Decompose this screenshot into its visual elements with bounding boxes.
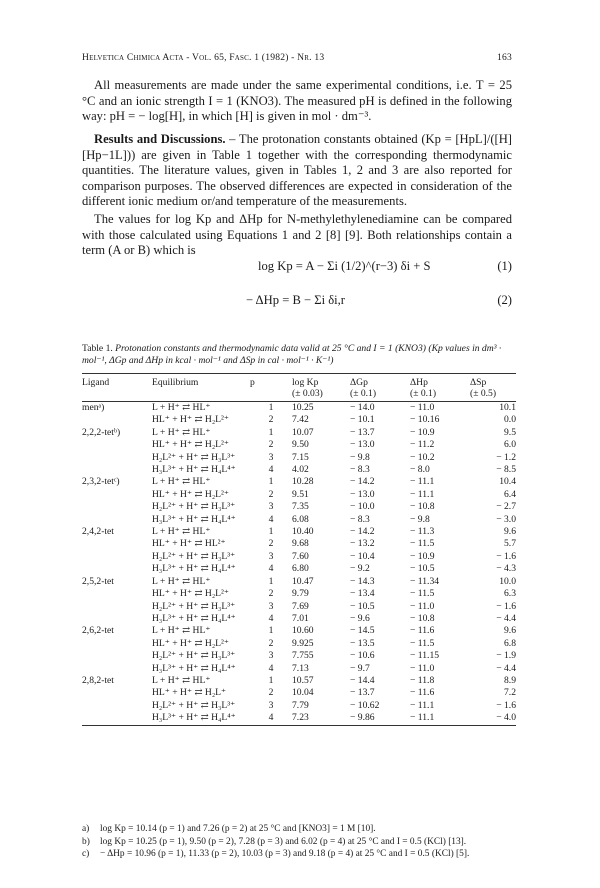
footnote-c (82, 848, 522, 861)
cell-dh: − 10.2 (410, 451, 435, 463)
cell-equilibrium: HL⁺ + H⁺ ⇄ H₂L²⁺ (152, 439, 229, 451)
cell-equilibrium: HL⁺ + H⁺ ⇄ HL²⁺ (152, 538, 226, 550)
cell-logk: 7.23 (292, 712, 309, 724)
table-label: Table 1. (82, 343, 113, 354)
cell-dh: − 11.5 (410, 637, 435, 649)
table-row (82, 501, 516, 513)
table-row (82, 625, 516, 637)
cell-p: 3 (268, 501, 274, 513)
results-paragraph (82, 132, 512, 210)
cell-dh: − 11.6 (410, 687, 435, 699)
cell-equilibrium: L + H⁺ ⇄ HL⁺ (152, 674, 211, 686)
cell-ligand (82, 712, 152, 725)
table-row (82, 464, 516, 476)
footnote-text: − ΔHp = 10.96 (p = 1), 11.33 (p = 2), 10.03 (p = 3) and 9.18 (p = 4) at 25 °C and I = 0.5 (KCl) [5]. (100, 849, 470, 860)
cell-dg: − 10.0 (350, 501, 375, 513)
cell-ligand (82, 663, 152, 675)
cell-ligand: 2,8,2-tet (82, 674, 114, 686)
cell-equilibrium: H₂L²⁺ + H⁺ ⇄ H₃L³⁺ (152, 699, 236, 711)
cell-dg: − 13.5 (350, 637, 375, 649)
table-row (82, 414, 516, 426)
cell-logk: 10.04 (292, 687, 314, 699)
table-row (82, 551, 516, 563)
cell-ligand (82, 700, 152, 712)
cell-dg: − 10.4 (350, 550, 375, 562)
cell-p: 1 (268, 476, 274, 488)
cell-ligand (82, 650, 152, 662)
footnote-mark: a) (82, 824, 90, 834)
cell-equilibrium: H₃L³⁺ + H⁺ ⇄ H₄L⁴⁺ (152, 712, 236, 724)
table-row (82, 588, 516, 600)
cell-logk: 9.68 (292, 538, 309, 550)
cell-dh: − 10.8 (410, 612, 435, 624)
cell-ds: 10.0 (499, 575, 516, 587)
cell-dg: − 10.1 (350, 414, 375, 426)
cell-ligand (82, 439, 152, 451)
cell-logk: 10.47 (292, 575, 314, 587)
cell-dh: − 10.9 (410, 426, 435, 438)
results-text: – The protonation constants obtained (Kp = [HpL]/([H][Hp−1L])) are given in Table 1 together with the corresponding thermodynamic quantities. The literature values, given in Tables 1, 2 and 3 are also reported for comparison purposes. The observed differences are expected in consideration of the different ionic medium or/and temperature of the measurements. (82, 132, 512, 209)
cell-logk: 10.60 (292, 625, 314, 637)
cell-ds: 5.7 (504, 538, 516, 550)
cell-p: 1 (268, 426, 274, 438)
col-logk (292, 374, 350, 402)
cell-p: 3 (268, 550, 274, 562)
cell-ligand: 2,2,2-tetᵇ) (82, 426, 121, 438)
cell-dh: − 11.34 (410, 575, 440, 587)
results-paragraph-block (82, 132, 512, 210)
cell-ligand (82, 514, 152, 526)
cell-dg: − 9.7 (350, 662, 370, 674)
cell-logk: 9.50 (292, 439, 309, 451)
cell-logk: 6.08 (292, 513, 309, 525)
table-row (82, 402, 516, 415)
cell-ds: − 1.6 (496, 600, 516, 612)
cell-p: 1 (268, 402, 274, 413)
protonation-table (82, 373, 516, 726)
cell-p: 4 (268, 563, 274, 575)
table-header-row (82, 374, 516, 402)
cell-p: 4 (268, 612, 274, 624)
cell-dg: − 9.6 (350, 612, 370, 624)
cell-equilibrium: HL⁺ + H⁺ ⇄ H₂L²⁺ (152, 588, 229, 600)
cell-ds: 6.0 (504, 439, 516, 451)
table-row (82, 514, 516, 526)
section-heading: Results and Discussions. (94, 132, 226, 146)
equation-2-number: (2) (497, 293, 512, 307)
table-row (82, 663, 516, 675)
cell-p: 2 (268, 637, 274, 649)
table-row (82, 439, 516, 451)
col-logk-label: log Kp (292, 377, 319, 388)
cell-ds: − 1.6 (496, 699, 516, 711)
cell-p: 3 (268, 699, 274, 711)
cell-equilibrium: L + H⁺ ⇄ HL⁺ (152, 575, 211, 587)
cell-equilibrium: H₂L²⁺ + H⁺ ⇄ H₃L³⁺ (152, 650, 236, 662)
cell-dg: − 8.3 (350, 513, 370, 525)
cell-ds: 10.1 (499, 402, 516, 413)
col-dh-error: (± 0.1) (410, 388, 437, 399)
cell-dh: − 11.0 (410, 402, 435, 413)
table-row (82, 712, 516, 725)
cell-dh: − 11.0 (410, 600, 435, 612)
cell-dg: − 13.7 (350, 687, 375, 699)
cell-ds: 7.2 (504, 687, 516, 699)
cell-dh: − 11.1 (410, 488, 435, 500)
cell-p: 3 (268, 650, 274, 662)
cell-equilibrium: L + H⁺ ⇄ HL⁺ (152, 426, 211, 438)
cell-logk: 9.51 (292, 488, 309, 500)
cell-ds: 6.3 (504, 588, 516, 600)
cell-ds: 6.8 (504, 637, 516, 649)
col-dg (350, 374, 410, 402)
cell-ligand (82, 538, 152, 550)
cell-ds: − 1.2 (496, 451, 516, 463)
cell-dh: − 10.16 (410, 414, 440, 426)
cell-equilibrium: HL⁺ + H⁺ ⇄ H₂L²⁺ (152, 414, 229, 426)
cell-ligand (82, 489, 152, 501)
cell-ds: 9.6 (504, 526, 516, 538)
cell-ds: − 1.9 (496, 650, 516, 662)
cell-dh: − 11.8 (410, 674, 435, 686)
footnote-text: log Kp = 10.25 (p = 1), 9.50 (p = 2), 7.28 (p = 3) and 6.02 (p = 4) at 25 °C and I = 0.5 (KCl) [13]. (100, 836, 467, 847)
cell-dh: − 11.1 (410, 699, 435, 711)
cell-equilibrium: L + H⁺ ⇄ HL⁺ (152, 625, 211, 637)
table-row (82, 476, 516, 488)
table-row (82, 687, 516, 699)
table-row (82, 538, 516, 550)
cell-logk: 9.925 (292, 637, 314, 649)
footnote-a (82, 823, 522, 836)
cell-dg: − 14.2 (350, 526, 375, 538)
cell-p: 4 (268, 464, 274, 476)
cell-ligand (82, 551, 152, 563)
cell-ds: 9.6 (504, 625, 516, 637)
cell-logk: 10.25 (292, 402, 314, 413)
cell-logk: 7.15 (292, 451, 309, 463)
page-number: 163 (497, 52, 512, 63)
cell-ligand: 2,4,2-tet (82, 526, 114, 538)
col-dg-label: ΔGp (350, 377, 368, 388)
cell-ds: − 4.4 (496, 612, 516, 624)
cell-dg: − 10.5 (350, 600, 375, 612)
cell-equilibrium: H₃L³⁺ + H⁺ ⇄ H₄L⁴⁺ (152, 662, 236, 674)
cell-dg: − 9.86 (350, 712, 375, 724)
intro-paragraph: All measurements are made under the same experimental conditions, i.e. T = 25 °C and an ionic strength I = 1 (KNO3). The measured pH is defined in the following way: pH = − log[H], in which [H] is given in mol · dm⁻³. (82, 78, 512, 124)
cell-equilibrium: HL⁺ + H⁺ ⇄ H₂L²⁺ (152, 488, 229, 500)
cell-ligand (82, 687, 152, 699)
col-ligand: Ligand (82, 377, 110, 388)
cell-p: 1 (268, 575, 274, 587)
cell-logk: 7.755 (292, 650, 314, 662)
equation-1-number: (1) (497, 259, 512, 273)
cell-equilibrium: HL⁺ + H⁺ ⇄ H₂L⁺ (152, 687, 227, 699)
cell-p: 4 (268, 662, 274, 674)
cell-p: 2 (268, 538, 274, 550)
cell-equilibrium: H₂L²⁺ + H⁺ ⇄ H₃L³⁺ (152, 600, 236, 612)
cell-ds: − 2.7 (496, 501, 516, 513)
cell-logk: 7.13 (292, 662, 309, 674)
cell-logk: 7.79 (292, 699, 309, 711)
cell-logk: 10.28 (292, 476, 314, 488)
cell-p: 1 (268, 625, 274, 637)
cell-logk: 9.79 (292, 588, 309, 600)
cell-equilibrium: H₃L³⁺ + H⁺ ⇄ H₄L⁴⁺ (152, 464, 236, 476)
cell-ds: − 3.0 (496, 513, 516, 525)
equation-1: log Kp = A − Σi (1/2)^(r−3) δi + S (258, 259, 431, 273)
cell-ds: 6.4 (504, 488, 516, 500)
cell-equilibrium: H₃L³⁺ + H⁺ ⇄ H₄L⁴⁺ (152, 612, 236, 624)
equation-2: − ΔHp = B − Σi δi,r (246, 293, 345, 307)
table-footnotes (82, 823, 522, 861)
table-row (82, 601, 516, 613)
running-header (82, 52, 512, 63)
cell-logk: 10.57 (292, 674, 314, 686)
cell-p: 3 (268, 451, 274, 463)
table-row (82, 563, 516, 575)
table-row (82, 675, 516, 687)
cell-dh: − 9.8 (410, 513, 430, 525)
col-dh (410, 374, 470, 402)
col-ds-label: ΔSp (470, 377, 487, 388)
cell-dg: − 14.4 (350, 674, 375, 686)
cell-p: 2 (268, 687, 274, 699)
table-caption-text: Protonation constants and thermodynamic data valid at 25 °C and I = 1 (KNO3) (Kp values in dm³ · mol⁻¹, ΔGp and ΔHp in kcal · mol⁻¹ and ΔSp in cal · mol⁻¹ · K⁻¹) (82, 343, 502, 366)
cell-p: 3 (268, 600, 274, 612)
cell-ds: − 4.4 (496, 662, 516, 674)
cell-ligand (82, 638, 152, 650)
table-row (82, 650, 516, 662)
cell-p: 1 (268, 526, 274, 538)
table-body (82, 402, 516, 726)
cell-ds: − 8.5 (496, 464, 516, 476)
cell-logk: 7.01 (292, 612, 309, 624)
table-row (82, 452, 516, 464)
cell-ligand (82, 588, 152, 600)
cell-equilibrium: H₂L²⁺ + H⁺ ⇄ H₃L³⁺ (152, 550, 236, 562)
cell-ligand (82, 464, 152, 476)
cell-ligand (82, 563, 152, 575)
cell-ligand: 2,6,2-tet (82, 625, 114, 637)
col-dh-label: ΔHp (410, 377, 428, 388)
table-row (82, 638, 516, 650)
cell-logk: 7.69 (292, 600, 309, 612)
cell-equilibrium: L + H⁺ ⇄ HL⁺ (152, 526, 211, 538)
cell-ligand (82, 613, 152, 625)
cell-dh: − 11.0 (410, 662, 435, 674)
col-logk-error: (± 0.03) (292, 388, 323, 399)
cell-dg: − 8.3 (350, 464, 370, 476)
cell-ds: 9.5 (504, 426, 516, 438)
cell-equilibrium: H₃L³⁺ + H⁺ ⇄ H₄L⁴⁺ (152, 563, 236, 575)
cell-ligand (82, 414, 152, 426)
cell-dg: − 13.0 (350, 488, 375, 500)
footnote-b (82, 836, 522, 849)
cell-logk: 7.60 (292, 550, 309, 562)
cell-p: 2 (268, 588, 274, 600)
cell-dh: − 11.15 (410, 650, 440, 662)
cell-dg: − 10.62 (350, 699, 380, 711)
journal-title: Helvetica Chimica Acta - Vol. 65, Fasc. 1 (1982) - Nr. 13 (82, 52, 325, 63)
footnote-text: log Kp = 10.14 (p = 1) and 7.26 (p = 2) at 25 °C and [KNO3] = 1 M [10]. (100, 824, 376, 834)
cell-p: 2 (268, 439, 274, 451)
cell-ds: − 4.0 (496, 712, 516, 724)
table-caption (82, 343, 512, 367)
cell-dg: − 10.6 (350, 650, 375, 662)
cell-dg: − 14.3 (350, 575, 375, 587)
cell-dg: − 9.8 (350, 451, 370, 463)
intro-paragraph-block (82, 78, 512, 125)
cell-logk: 7.35 (292, 501, 309, 513)
cell-dg: − 14.2 (350, 476, 375, 488)
cell-ligand (82, 452, 152, 464)
col-dg-error: (± 0.1) (350, 388, 377, 399)
col-ds (470, 374, 516, 402)
cell-dh: − 10.8 (410, 501, 435, 513)
values-paragraph-block (82, 212, 512, 259)
table-row (82, 576, 516, 588)
col-ds-error: (± 0.5) (470, 388, 497, 399)
cell-dg: − 13.0 (350, 439, 375, 451)
cell-logk: 7.42 (292, 414, 309, 426)
table-row (82, 489, 516, 501)
cell-ds: 8.9 (504, 674, 516, 686)
table-row (82, 427, 516, 439)
cell-ligand: menᵃ) (82, 402, 105, 413)
cell-equilibrium: L + H⁺ ⇄ HL⁺ (152, 476, 211, 488)
cell-p: 2 (268, 488, 274, 500)
cell-p: 4 (268, 712, 274, 724)
cell-dh: − 11.1 (410, 712, 435, 724)
cell-dh: − 10.9 (410, 550, 435, 562)
cell-dg: − 14.5 (350, 625, 375, 637)
cell-p: 2 (268, 414, 274, 426)
cell-dg: − 14.0 (350, 402, 375, 413)
cell-dh: − 11.5 (410, 588, 435, 600)
cell-ds: − 1.6 (496, 550, 516, 562)
cell-p: 1 (268, 674, 274, 686)
col-p: p (250, 377, 255, 388)
cell-dh: − 11.1 (410, 476, 435, 488)
cell-dg: − 9.2 (350, 563, 370, 575)
cell-equilibrium: H₂L²⁺ + H⁺ ⇄ H₃L³⁺ (152, 451, 236, 463)
cell-dg: − 13.4 (350, 588, 375, 600)
table-row (82, 526, 516, 538)
cell-ligand: 2,5,2-tet (82, 575, 114, 587)
cell-logk: 10.40 (292, 526, 314, 538)
cell-ds: 0.0 (504, 414, 516, 426)
cell-dg: − 13.7 (350, 426, 375, 438)
cell-equilibrium: HL⁺ + H⁺ ⇄ H₂L²⁺ (152, 637, 229, 649)
cell-dh: − 8.0 (410, 464, 430, 476)
cell-dh: − 11.6 (410, 625, 435, 637)
cell-logk: 6.80 (292, 563, 309, 575)
cell-ligand (82, 501, 152, 513)
cell-ligand (82, 601, 152, 613)
cell-dg: − 13.2 (350, 538, 375, 550)
cell-dh: − 11.2 (410, 439, 435, 451)
cell-ds: 10.4 (499, 476, 516, 488)
footnote-mark: b) (82, 836, 90, 847)
cell-equilibrium: H₃L³⁺ + H⁺ ⇄ H₄L⁴⁺ (152, 513, 236, 525)
col-equilibrium: Equilibrium (152, 377, 199, 388)
cell-ds: − 4.3 (496, 563, 516, 575)
cell-dh: − 10.5 (410, 563, 435, 575)
table-row (82, 613, 516, 625)
cell-equilibrium: L + H⁺ ⇄ HL⁺ (152, 402, 211, 413)
cell-dh: − 11.3 (410, 526, 435, 538)
cell-dh: − 11.5 (410, 538, 435, 550)
cell-logk: 10.07 (292, 426, 314, 438)
table-row (82, 700, 516, 712)
cell-logk: 4.02 (292, 464, 309, 476)
values-paragraph: The values for log Kp and ΔHp for N-methylethylenediamine can be compared with those calculated using Equations 1 and 2 [8] [9]. Both relationships contain a term (A or B) which is (82, 212, 512, 258)
cell-equilibrium: H₂L²⁺ + H⁺ ⇄ H₃L³⁺ (152, 501, 236, 513)
cell-p: 4 (268, 513, 274, 525)
cell-ligand: 2,3,2-tetᶜ) (82, 476, 120, 488)
footnote-mark: c) (82, 849, 90, 860)
